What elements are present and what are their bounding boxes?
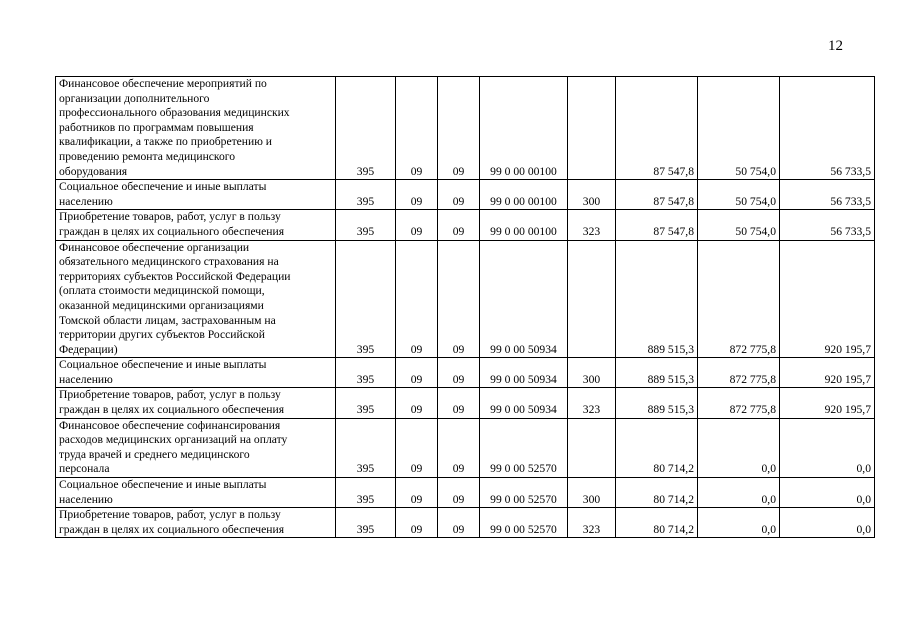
- amount-year-1: 80 714,2: [616, 508, 698, 538]
- row-name: Приобретение товаров, работ, услуг в пользу граждан в целях их социального обеспечения: [56, 508, 336, 538]
- amount-year-3: 0,0: [780, 478, 875, 508]
- ministry-code: 395: [336, 240, 396, 358]
- target-article: 99 0 00 50934: [480, 358, 568, 388]
- amount-year-2: 50 754,0: [698, 77, 780, 180]
- ministry-code: 395: [336, 358, 396, 388]
- table-row: [56, 418, 875, 477]
- ministry-code: 395: [336, 210, 396, 240]
- amount-year-1: 889 515,3: [616, 358, 698, 388]
- amount-year-2: 50 754,0: [698, 210, 780, 240]
- table-row: [56, 180, 875, 210]
- amount-year-3: 56 733,5: [780, 77, 875, 180]
- amount-year-3: 920 195,7: [780, 388, 875, 418]
- table-row: [56, 358, 875, 388]
- ministry-code: 395: [336, 77, 396, 180]
- expense-type: 323: [568, 210, 616, 240]
- subsection-code: 09: [438, 478, 480, 508]
- row-name: Финансовое обеспечение софинансирования расходов медицинских организаций на оплату труда врачей и среднего медицинского персонала: [56, 418, 336, 477]
- expense-type: 323: [568, 388, 616, 418]
- target-article: 99 0 00 00100: [480, 180, 568, 210]
- ministry-code: 395: [336, 418, 396, 477]
- subsection-code: 09: [438, 180, 480, 210]
- amount-year-2: 0,0: [698, 508, 780, 538]
- expense-type: [568, 77, 616, 180]
- subsection-code: 09: [438, 210, 480, 240]
- amount-year-3: 56 733,5: [780, 180, 875, 210]
- ministry-code: 395: [336, 478, 396, 508]
- section-code: 09: [396, 240, 438, 358]
- row-name: Приобретение товаров, работ, услуг в пользу граждан в целях их социального обеспечения: [56, 388, 336, 418]
- row-name: Социальное обеспечение и иные выплаты населению: [56, 180, 336, 210]
- amount-year-2: 872 775,8: [698, 358, 780, 388]
- amount-year-3: 920 195,7: [780, 358, 875, 388]
- subsection-code: 09: [438, 77, 480, 180]
- amount-year-1: 87 547,8: [616, 210, 698, 240]
- expense-type: 300: [568, 358, 616, 388]
- target-article: 99 0 00 00100: [480, 77, 568, 180]
- table-row: [56, 240, 875, 358]
- section-code: 09: [396, 180, 438, 210]
- expense-type: 300: [568, 180, 616, 210]
- target-article: 99 0 00 52570: [480, 418, 568, 477]
- amount-year-1: 80 714,2: [616, 478, 698, 508]
- amount-year-2: 872 775,8: [698, 388, 780, 418]
- amount-year-3: 920 195,7: [780, 240, 875, 358]
- row-name: Социальное обеспечение и иные выплаты населению: [56, 358, 336, 388]
- amount-year-2: 0,0: [698, 478, 780, 508]
- amount-year-3: 56 733,5: [780, 210, 875, 240]
- subsection-code: 09: [438, 388, 480, 418]
- subsection-code: 09: [438, 508, 480, 538]
- subsection-code: 09: [438, 418, 480, 477]
- row-name: Приобретение товаров, работ, услуг в пользу граждан в целях их социального обеспечения: [56, 210, 336, 240]
- target-article: 99 0 00 00100: [480, 210, 568, 240]
- table-row: [56, 388, 875, 418]
- amount-year-2: 872 775,8: [698, 240, 780, 358]
- expense-type: 323: [568, 508, 616, 538]
- ministry-code: 395: [336, 508, 396, 538]
- section-code: 09: [396, 77, 438, 180]
- amount-year-3: 0,0: [780, 508, 875, 538]
- row-name: Финансовое обеспечение мероприятий по организации дополнительного профессионального образования медицинских работников по программам повышения квалификации, а также по приобретению и проведению ремонта медицинского оборудования: [56, 77, 336, 180]
- amount-year-1: 889 515,3: [616, 388, 698, 418]
- target-article: 99 0 00 50934: [480, 240, 568, 358]
- table-row: [56, 77, 875, 180]
- section-code: 09: [396, 418, 438, 477]
- subsection-code: 09: [438, 240, 480, 358]
- target-article: 99 0 00 50934: [480, 388, 568, 418]
- row-name: Финансовое обеспечение организации обязательного медицинского страхования на территориях субъектов Российской Федерации (оплата стоимости медицинской помощи, оказанной медицинскими организациями Томской области лицам, застрахованным на территории других субъектов Российской Федерации): [56, 240, 336, 358]
- amount-year-1: 889 515,3: [616, 240, 698, 358]
- section-code: 09: [396, 508, 438, 538]
- table-row: [56, 210, 875, 240]
- section-code: 09: [396, 388, 438, 418]
- amount-year-2: 0,0: [698, 418, 780, 477]
- expense-type: [568, 240, 616, 358]
- section-code: 09: [396, 478, 438, 508]
- page-number: 12: [828, 38, 843, 54]
- ministry-code: 395: [336, 180, 396, 210]
- ministry-code: 395: [336, 388, 396, 418]
- table-row: [56, 508, 875, 538]
- section-code: 09: [396, 210, 438, 240]
- subsection-code: 09: [438, 358, 480, 388]
- amount-year-3: 0,0: [780, 418, 875, 477]
- amount-year-1: 80 714,2: [616, 418, 698, 477]
- section-code: 09: [396, 358, 438, 388]
- target-article: 99 0 00 52570: [480, 508, 568, 538]
- amount-year-1: 87 547,8: [616, 77, 698, 180]
- expense-type: [568, 418, 616, 477]
- expense-type: 300: [568, 478, 616, 508]
- row-name: Социальное обеспечение и иные выплаты населению: [56, 478, 336, 508]
- target-article: 99 0 00 52570: [480, 478, 568, 508]
- amount-year-2: 50 754,0: [698, 180, 780, 210]
- table-row: [56, 478, 875, 508]
- amount-year-1: 87 547,8: [616, 180, 698, 210]
- budget-table: [55, 76, 875, 538]
